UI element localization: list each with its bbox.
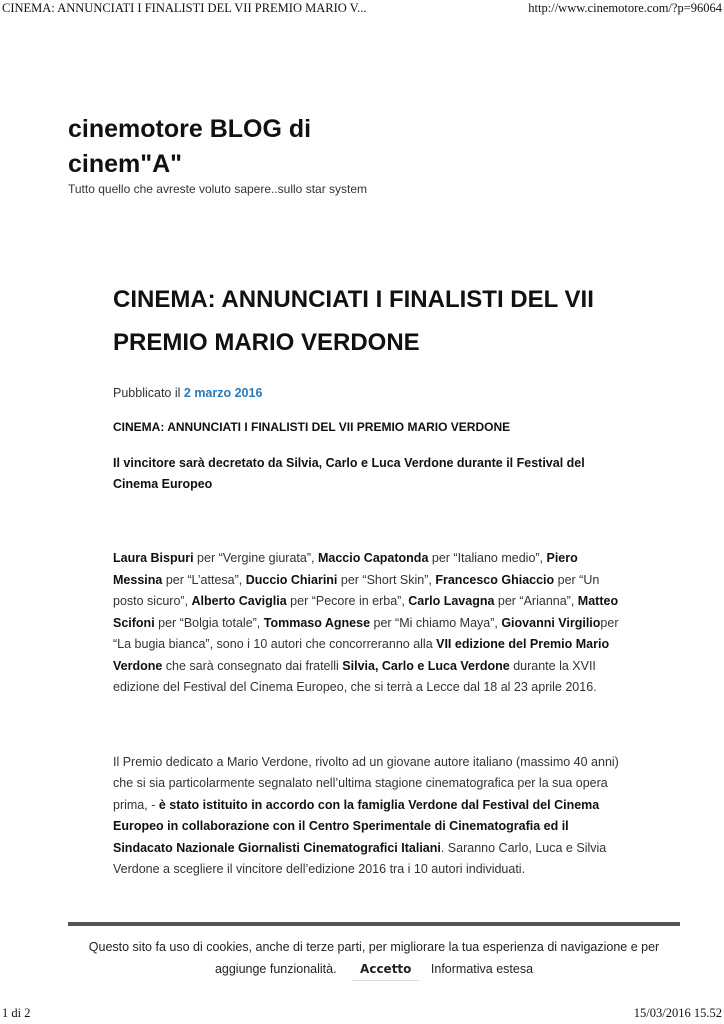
site-title[interactable]: cinemotore BLOG di cinem"A" xyxy=(68,115,312,178)
paragraph-finalists xyxy=(113,548,623,699)
bold-text-run: è stato istituito in accordo con la famiglia Verdone dal Festival del Cinema Europeo in collaborazione con il Centro Sperimentale di Cinematografia ed il Sindacato Nazionale Giornalisti Cinematografici Italiani xyxy=(113,797,600,855)
bold-text-run: Giovanni Virgilio xyxy=(501,615,601,630)
cookie-notice-text: Questo sito fa uso di cookies, anche di terze parti, per migliorare la tua esperienza di navigazione e per aggiunge funzionalità. xyxy=(88,940,660,976)
text-run: per “Bolgia totale”, xyxy=(154,615,264,630)
text-run: per “Short Skin”, xyxy=(337,572,436,587)
article xyxy=(113,278,623,881)
cookie-notice xyxy=(68,936,680,981)
paragraph-award xyxy=(113,752,623,881)
print-datetime: 15/03/2016 15.52 xyxy=(633,1006,722,1020)
bold-text-run: Duccio Chiarini xyxy=(245,572,338,587)
text-run: per “Pecore in erba”, xyxy=(286,594,409,608)
print-page-url: http://www.cinemotore.com/?p=96064 xyxy=(528,1,722,15)
bold-text-run: VII edizione del Premio Mario Verdone xyxy=(113,637,610,673)
bold-text-run: Maccio Capatonda xyxy=(317,551,429,565)
text-run: per “Un posto sicuro”, xyxy=(113,572,600,608)
bold-text-run: Francesco Ghiaccio xyxy=(435,572,555,587)
text-run: Il Premio dedicato a Mario Verdone, rivolto ad un giovane autore italiano (massimo 40 anni) che si sia particolarmente segnalato nell’ultima stagione cinematografica per la sua opera prima, - xyxy=(113,754,619,812)
bold-text-run: Piero Messina xyxy=(113,551,578,587)
text-run: durante la XVII edizione del Festival del Cinema Europeo, che si terrà a Lecce dal 18 al 23 aprile 2016. xyxy=(113,658,597,694)
print-page-title: CINEMA: ANNUNCIATI I FINALISTI DEL VII PREMIO MARIO V... xyxy=(2,1,367,15)
bold-text-run: Alberto Caviglia xyxy=(191,594,287,608)
text-run: per “Mi chiamo Maya”, xyxy=(370,615,502,630)
text-run: per “Vergine giurata”, xyxy=(193,551,318,565)
print-header xyxy=(0,0,724,18)
bold-text-run: Laura Bispuri xyxy=(113,551,194,565)
text-run: che sarà consegnato dai fratelli xyxy=(162,658,343,673)
print-footer xyxy=(0,1004,724,1024)
cookie-bar xyxy=(68,922,680,982)
text-run: per “Arianna”, xyxy=(494,594,578,608)
cookie-policy-link[interactable]: Informativa estesa xyxy=(430,962,534,976)
published-prefix: Pubblicato il xyxy=(113,386,181,400)
post-title: CINEMA: ANNUNCIATI I FINALISTI DEL VII PREMIO MARIO VERDONE xyxy=(113,286,594,356)
post-subheading: CINEMA: ANNUNCIATI I FINALISTI DEL VII PREMIO MARIO VERDONE xyxy=(113,420,511,434)
text-run: per “Italiano medio”, xyxy=(428,551,547,565)
text-run: per “L’attesa”, xyxy=(162,572,246,587)
post-lead: Il vincitore sarà decretato da Silvia, Carlo e Luca Verdone durante il Festival del Cinema Europeo xyxy=(113,456,585,491)
bold-text-run: Carlo Lavagna xyxy=(408,594,495,608)
site-description: Tutto quello che avreste voluto sapere..sullo star system xyxy=(68,182,368,196)
print-page-number: 1 di 2 xyxy=(2,1006,31,1020)
bold-text-run: Matteo Scifoni xyxy=(113,594,619,630)
bold-text-run: Silvia, Carlo e Luca Verdone xyxy=(342,658,510,673)
post-meta xyxy=(113,386,623,400)
text-run: per “La bugia bianca”, sono i 10 autori che concorreranno alla xyxy=(113,615,619,651)
published-date-link[interactable]: 2 marzo 2016 xyxy=(183,386,263,400)
bold-text-run: Tommaso Agnese xyxy=(263,615,371,630)
text-run: . Saranno Carlo, Luca e Silvia Verdone a scegliere il vincitore dell’edizione 2016 tra i 10 autori individuati. xyxy=(113,840,607,876)
accept-cookies-button[interactable]: Accetto xyxy=(352,958,419,981)
